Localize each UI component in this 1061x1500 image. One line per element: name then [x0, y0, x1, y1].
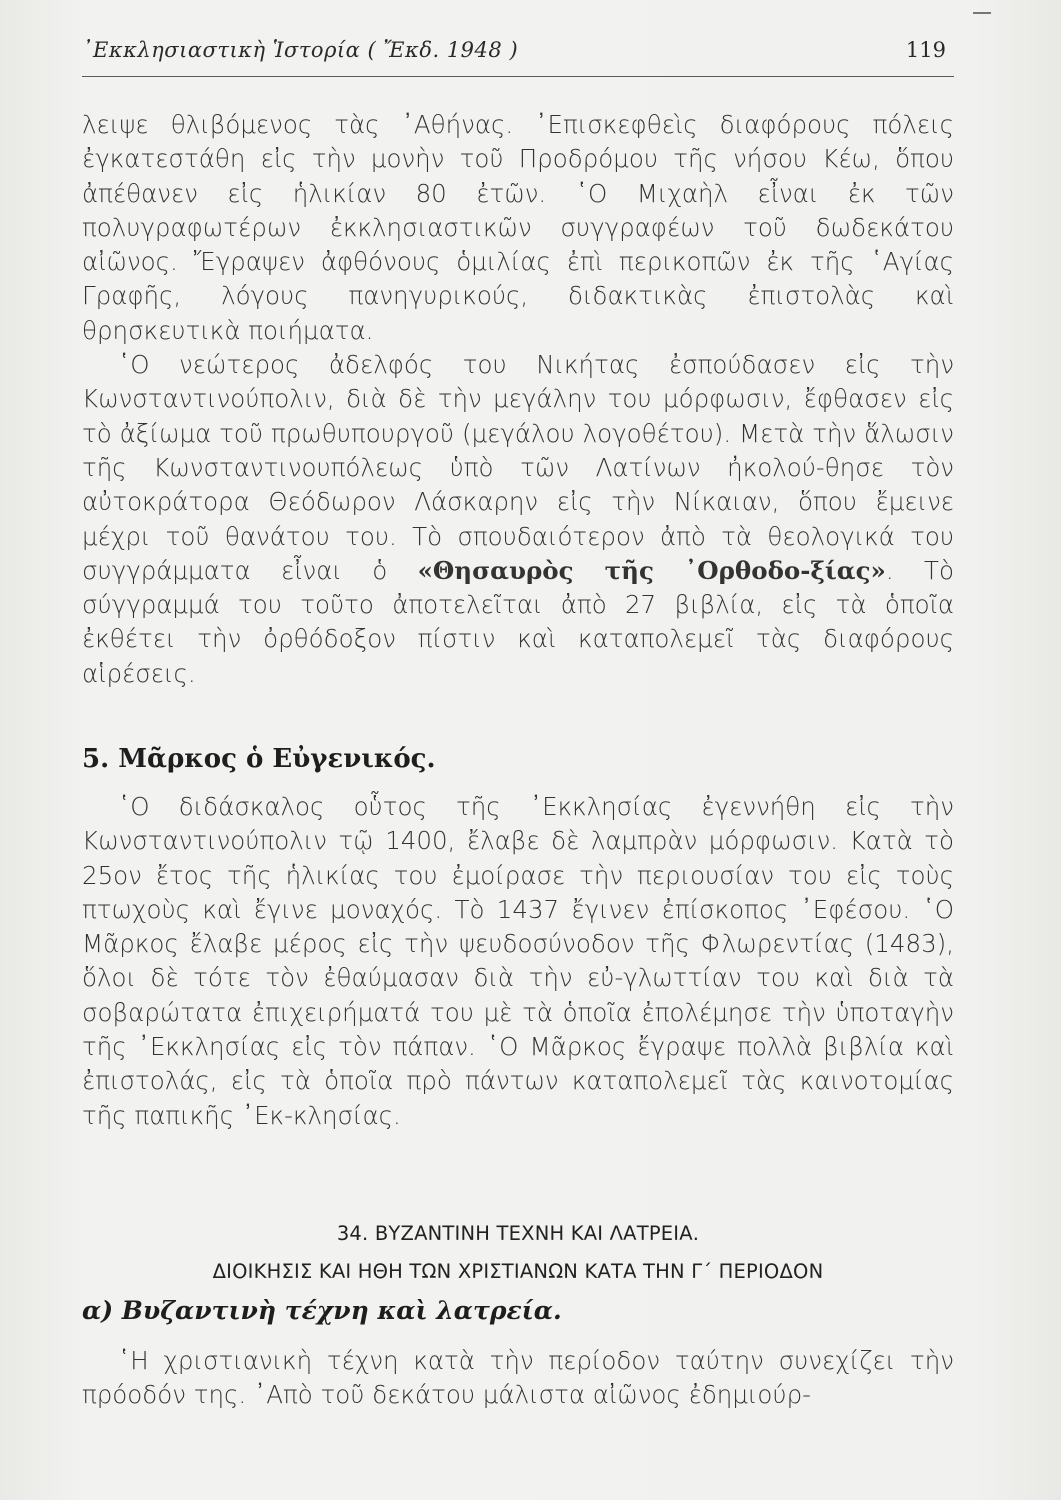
- chapter-title-line-2: ΔΙΟΙΚΗΣΙΣ ΚΑΙ ΗΘΗ ΤΩΝ ΧΡΙΣΤΙΑΝΩΝ ΚΑΤΑ ΤΗΝ Γ΄ ΠΕΡΙΟΔΟΝ: [212, 1260, 824, 1283]
- paragraph-michael: λειψε θλιβόμενος τὰς ᾿Αθήνας. ᾿Επισκεφθεὶς διαφόρους πόλεις ἐγκατεστάθη εἰς τὴν μονὴν τοῦ Προδρόμου τῆς νήσου Κέω, ὅπου ἀπέθανεν εἰς ἡλικίαν 80 ἐτῶν. ῾Ο Μιχαὴλ εἶναι ἐκ τῶν πολυγραφωτέρων ἐκκλησιαστικῶν συγγραφέων τοῦ δωδεκάτου αἰῶνος. Ἔγραψεν ἀφθόνους ὁμιλίας ἐπὶ περικοπῶν ἐκ τῆς ῾Αγίας Γραφῆς, λόγους πανηγυρικούς, διδακτικὰς ἐπιστολὰς καὶ θρησκευτικὰ ποιήματα.: [82, 110, 954, 345]
- paragraph-markos: ῾Ο διδάσκαλος οὗτος τῆς ᾿Εκκλησίας ἐγεννήθη εἰς τὴν Κωνσταντινούπολιν τῷ 1400, ἔλαβε δὲ λαμπρὰν μόρφωσιν. Κατὰ τὸ 25ον ἔτος τῆς ἡλικίας του ἐμοίρασε τὴν περιουσίαν του εἰς τοὺς πτωχοὺς καὶ ἔγινε μοναχός. Τὸ 1437 ἔγινεν ἐπίσκοπος ᾿Εφέσου. ῾Ο Μᾶρκος ἔλαβε μέρος εἰς τὴν ψευδοσύνοδον τῆς Φλωρεντίας (1483), ὅλοι δὲ τότε τὸν ἐθαύμασαν διὰ τὴν εὐ-γλωττίαν του καὶ διὰ τὰ σοβαρώτατα ἐπιχειρήματά του μὲ τὰ ὁποῖα ἐπολέμησε τὴν ὑποταγὴν τῆς ᾿Εκκλησίας εἰς τὸν πάπαν. ῾Ο Μᾶρκος ἔγραψε πολλὰ βιβλία καὶ ἐπιστολάς, εἰς τὰ ὁποῖα πρὸ πάντων καταπολεμεῖ τὰς καινοτομίας τῆς παπικῆς ᾿Εκ-κλησίας.: [82, 792, 954, 1130]
- paragraph-niketas: [82, 348, 954, 691]
- chapter-title-line-1: 34. ΒΥΖΑΝΤΙΝΗ ΤΕΧΝΗ ΚΑΙ ΛΑΤΡΕΙΑ.: [336, 1222, 700, 1245]
- subsection-heading-art: α) Βυζαντινὴ τέχνη καὶ λατρεία.: [82, 1296, 562, 1325]
- running-header: [82, 36, 954, 77]
- paragraph-christian-art: ῾Η χριστιανικὴ τέχνη κατὰ τὴν περίοδον ταύτην συνεχίζει τὴν πρόοδόν της. ᾿Απὸ τοῦ δεκάτου μάλιστα αἰῶνος ἐδημιούρ-: [82, 1346, 954, 1410]
- corner-mark: [973, 0, 991, 14]
- work-title-thesauros: «Θησαυρὸς τῆς ᾿Ορθοδο-ξίας»: [417, 555, 886, 585]
- body-text-block-1: [82, 108, 954, 691]
- paragraph-niketas-text-after: . Τὸ σύγγραμμά του τοῦτο ἀποτελεῖται ἀπὸ 27 βιβλία, εἰς τὰ ὁποῖα ἐκθέτει τὴν ὀρθόδοξον πίστιν καὶ καταπολεμεῖ τὰς διαφόρους αἱρέσεις.: [82, 555, 954, 688]
- paragraph-niketas-text-before: ῾Ο νεώτερος ἀδελφός του Νικήτας ἐσπούδασεν εἰς τὴν Κωνσταντινούπολιν, διὰ δὲ τὴν μεγάλην του μόρφωσιν, ἔφθασεν εἰς τὸ ἀξίωμα τοῦ πρωθυπουργοῦ (μεγάλου λογοθέτου). Μετὰ τὴν ἅλωσιν τῆς Κωνσταντινουπόλεως ὑπὸ τῶν Λατίνων ἠκολού-θησε τὸν αὐτοκράτορα Θεόδωρον Λάσκαρην εἰς τὴν Νίκαιαν, ὅπου ἔμεινε μέχρι τοῦ θανάτου του. Τὸ σπουδαιότερον ἀπὸ τὰ θεολογικά του συγγράμματα εἶναι ὁ: [82, 350, 954, 585]
- page-number: 119: [905, 38, 946, 62]
- body-text-block-3: [82, 1344, 954, 1413]
- body-text-block-2: [82, 790, 954, 1133]
- section-heading-markos: 5. Μᾶρκος ὁ Εὐγενικός.: [82, 744, 436, 774]
- running-header-title: ᾿Εκκλησιαστικὴ Ἱστορία ( Ἔκδ. 1948 ): [82, 38, 519, 62]
